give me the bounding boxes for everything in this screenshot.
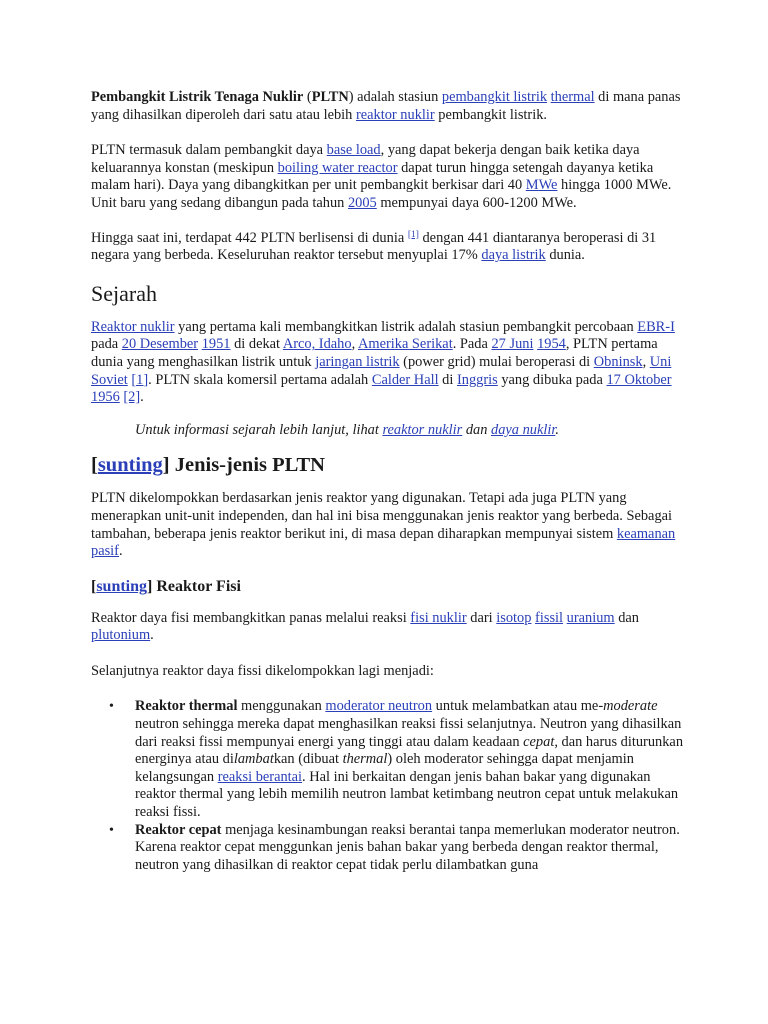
link-2005[interactable]: 2005 — [347, 194, 377, 211]
link-calder-hall[interactable]: Calder Hall — [371, 371, 439, 388]
reactor-type-list — [91, 698, 691, 874]
link-fisi-nuklir[interactable]: fisi nuklir — [410, 609, 467, 626]
text: . — [555, 421, 559, 438]
text: . PLTN skala komersil pertama adalah — [148, 371, 372, 388]
text: menggunakan — [237, 698, 326, 715]
list-item-reaktor-cepat — [109, 821, 691, 875]
italic-text: lambat — [233, 751, 274, 768]
link-uranium[interactable]: uranium — [566, 609, 615, 626]
text: ( — [303, 89, 312, 105]
text: yang pertama kali membangkitkan listrik adalah stasiun pembangkit percobaan — [174, 318, 638, 335]
text: pembangkit listrik. — [434, 106, 548, 123]
text: dunia. — [545, 247, 585, 264]
link-mwe[interactable]: MWe — [525, 177, 558, 194]
text: untuk melambatkan atau me- — [432, 698, 604, 715]
fisi-paragraph — [91, 610, 691, 645]
link-plutonium[interactable]: plutonium — [91, 627, 151, 644]
text: . — [118, 543, 123, 560]
link-obninsk[interactable]: Obninsk — [593, 353, 643, 370]
text: dan — [614, 609, 640, 626]
bullet-icon: • — [109, 699, 114, 715]
text: di — [438, 371, 457, 388]
italic-text: cepat — [523, 733, 555, 750]
bold-term: Reaktor cepat — [135, 821, 222, 838]
article-content — [91, 89, 691, 874]
text: , PLTN pertama dunia yang menghasilkan listrik untuk — [91, 336, 658, 370]
text: (power grid) mulai beroperasi di — [399, 353, 594, 370]
text: . — [140, 389, 144, 406]
text: Reaktor daya fisi membangkitkan panas melalui reaksi — [91, 609, 411, 626]
link-pembangkit-listrik[interactable]: pembangkit listrik — [441, 89, 548, 105]
link-boiling-water-reactor[interactable]: boiling water reactor — [277, 159, 398, 176]
edit-bracket-open: [ — [91, 454, 98, 477]
edit-link-jenis[interactable]: sunting — [97, 454, 163, 477]
italic-text: thermal — [342, 751, 388, 768]
fisi-intro-paragraph: Selanjutnya reaktor daya fissi dikelompokkan lagi menjadi: — [91, 662, 434, 679]
text: . Hal ini berkaitan dengan jenis bahan bakar yang digunakan reaktor thermal yang lebih memilih neutron lambat ketimbang neutron cepat untuk melakukan reaksi fissi. — [135, 768, 679, 821]
link-inggris[interactable]: Inggris — [456, 371, 498, 388]
text: ) adalah stasiun — [348, 89, 442, 105]
link-uni-soviet[interactable]: Uni Soviet — [91, 353, 672, 388]
text: PLTN termasuk dalam pembangkit daya — [91, 142, 327, 159]
text: kan (dibuat — [273, 751, 343, 768]
bullet-icon: • — [109, 822, 114, 838]
link-fissil[interactable]: fissil — [535, 609, 564, 626]
link-thermal[interactable]: thermal — [550, 89, 595, 105]
text: , — [351, 336, 358, 353]
bold-term-abbr: PLTN — [311, 89, 349, 105]
text: dari — [466, 609, 497, 626]
text: , yang dapat bekerja dengan baik ketika daya keluarannya konstan (meskipun — [91, 142, 640, 176]
text: yang dibuka pada — [497, 371, 607, 388]
text: di mana panas yang dihasilkan diperoleh dari satu atau lebih — [91, 89, 681, 123]
link-keamanan-pasif[interactable]: keamanan pasif — [91, 525, 676, 560]
edit-link-fisi[interactable]: sunting — [96, 577, 148, 595]
count-paragraph — [91, 230, 691, 265]
text: Untuk informasi sejarah lebih lanjut, lihat — [135, 421, 383, 438]
text: dan — [462, 421, 492, 438]
edit-bracket-open: [ — [91, 577, 97, 595]
link-ebr-i[interactable]: EBR-I — [637, 318, 675, 335]
text: pada — [91, 336, 122, 353]
text: mempunyai daya 600-1200 MWe. — [376, 194, 577, 211]
link-daya-listrik[interactable]: daya listrik — [481, 247, 546, 264]
jenis-paragraph — [91, 490, 691, 560]
link-isotop[interactable]: isotop — [496, 609, 532, 626]
link-note-reaktor-nuklir[interactable]: reaktor nuklir — [382, 421, 463, 438]
edit-bracket-close: ] — [162, 454, 170, 477]
text: dengan 441 diantaranya beroperasi di 31 negara yang berbeda. Keseluruhan reaktor tersebut menyuplai 17% — [91, 229, 657, 264]
base-load-paragraph — [91, 142, 691, 212]
text: PLTN dikelompokkan berdasarkan jenis reaktor yang digunakan. Tetapi ada juga PLTN yang menerapkan unit-unit independen, dan hal ini bisa menggunakan jenis reaktor yang berbeda. Sebagai tambahan, beberapa jenis reaktor berikut ini, di masa depan diharapkan mempunyai sistem — [91, 490, 673, 542]
link-base-load[interactable]: base load — [326, 142, 381, 159]
text: . Pada — [452, 336, 492, 353]
ref-link-1b[interactable]: [1] — [131, 371, 149, 388]
text: di dekat — [230, 336, 283, 353]
text: menjaga kesinambungan reaksi berantai tanpa memerlukan moderator neutron. Karena reaktor cepat menggunkan jenis bahan bakar yang berbeda dengan reaktor thermal, neutron yang dihasilkan di reaktor cepat tidak perlu dilambatkan guna — [135, 821, 680, 873]
bold-term-name: Pembangkit Listrik Tenaga Nuklir — [91, 89, 304, 105]
text: hingga 1000 MWe. Unit baru yang sedang dibangun pada tahun — [91, 177, 672, 211]
ref-link-2[interactable]: [2] — [123, 389, 141, 406]
text: neutron sehingga mereka dapat menghasilkan reaksi fissi selanjutnya. Neutron yang dihasilkan dari reaksi fissi mempunyai energi yang tinggi atau dalam keadaan — [135, 716, 682, 750]
bold-term: Reaktor thermal — [135, 698, 238, 715]
link-1954[interactable]: 1954 — [537, 336, 566, 353]
ref-link-1[interactable]: [1] — [407, 229, 419, 240]
list-item-reaktor-thermal — [109, 698, 691, 821]
link-reaktor-nuklir-2[interactable]: Reaktor nuklir — [91, 318, 175, 335]
text: Hingga saat ini, terdapat 442 PLTN berlisensi di dunia — [91, 229, 408, 246]
history-note — [135, 422, 691, 440]
link-note-daya-nuklir[interactable]: daya nuklir — [491, 421, 556, 438]
link-reaksi-berantai[interactable]: reaksi berantai — [217, 768, 303, 785]
link-20-desember[interactable]: 20 Desember — [121, 336, 199, 353]
heading-text: Reaktor Fisi — [152, 577, 241, 595]
heading-reaktor-fisi — [91, 577, 691, 597]
heading-text: Jenis-jenis PLTN — [169, 454, 325, 477]
text: , dan harus diturunkan energinya atau di — [135, 733, 684, 768]
link-amerika-serikat[interactable]: Amerika Serikat — [357, 336, 453, 353]
link-reaktor-nuklir[interactable]: reaktor nuklir — [355, 106, 435, 123]
text: , — [642, 353, 650, 370]
link-17-oktober[interactable]: 17 Oktober — [606, 371, 672, 388]
text: dapat turun hingga setengah dayanya ketika malam hari). Daya yang dibangkitkan per unit pembangkit berkisar dari 40 — [91, 159, 654, 194]
link-1951[interactable]: 1951 — [201, 336, 231, 353]
text: ) oleh moderator sehingga dapat menjamin kelangsungan — [135, 751, 634, 785]
heading-sejarah: Sejarah — [91, 280, 157, 306]
italic-text: moderate — [603, 698, 658, 715]
intro-paragraph — [91, 89, 691, 124]
link-1956[interactable]: 1956 — [91, 389, 120, 406]
link-arco-idaho[interactable]: Arco, Idaho — [282, 336, 352, 353]
text: . — [150, 627, 154, 644]
link-jaringan-listrik[interactable]: jaringan listrik — [315, 353, 400, 370]
sejarah-paragraph — [91, 319, 691, 407]
edit-bracket-close: ] — [147, 577, 153, 595]
heading-jenis-pltn — [91, 451, 691, 479]
link-moderator-neutron[interactable]: moderator neutron — [325, 698, 433, 715]
link-27-juni[interactable]: 27 Juni — [491, 336, 534, 353]
